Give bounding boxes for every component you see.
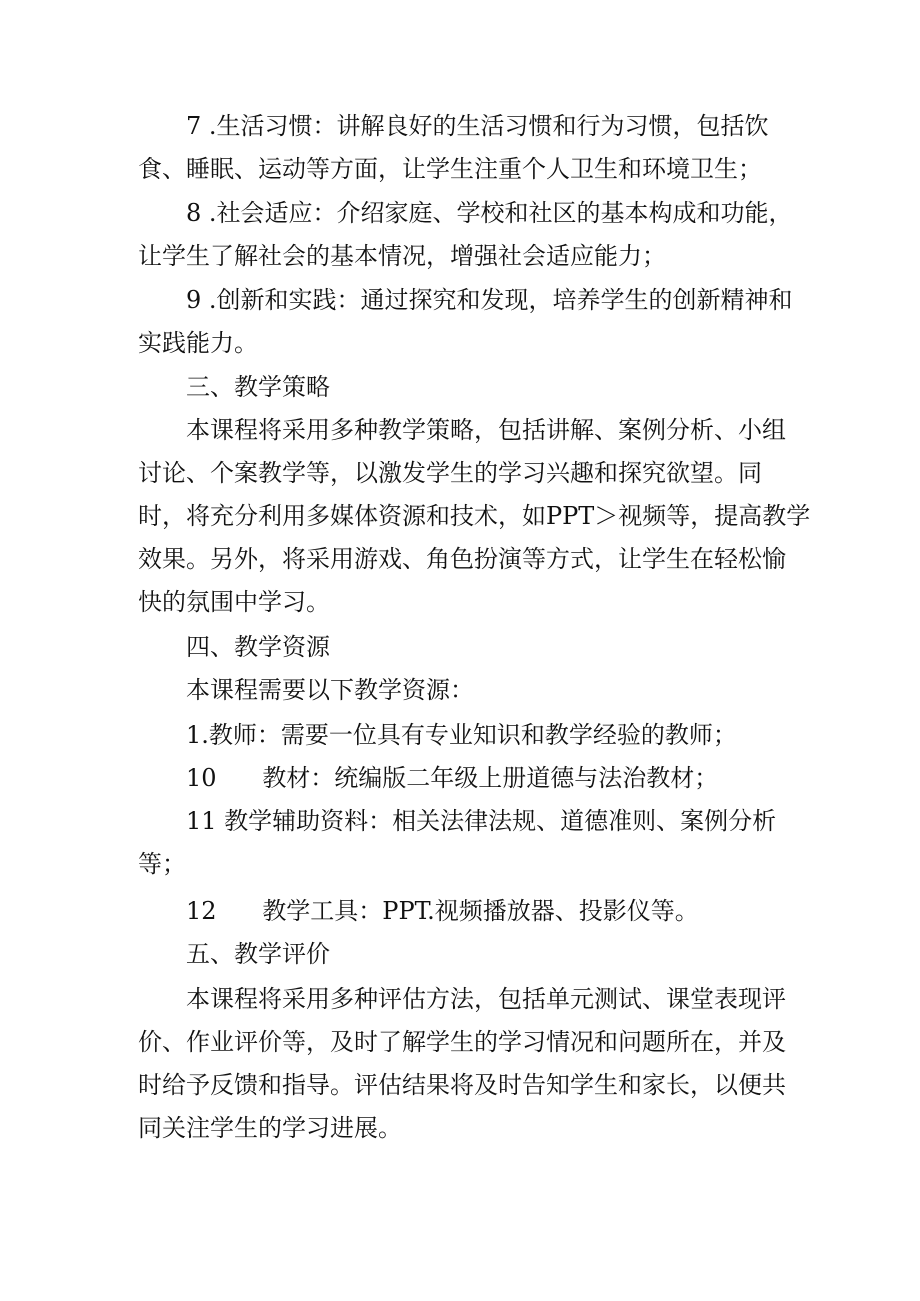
paragraph-line: 食、睡眠、运动等方面，让学生注重个人卫生和环境卫生； <box>138 155 762 183</box>
paragraph-line: 时，将充分利用多媒体资源和技术，如PPT＞视频等，提高教学 <box>138 502 811 530</box>
list-item: 10 教材：统编版二年级上册道德与法治教材； <box>186 764 719 792</box>
paragraph-line: 价、作业评价等，及时了解学生的学习情况和问题所在，并及 <box>138 1028 786 1056</box>
section-heading: 五、教学评价 <box>186 940 330 968</box>
paragraph-line: 让学生了解社会的基本情况，增强社会适应能力； <box>138 242 666 270</box>
list-item: 1.教师：需要一位具有专业知识和教学经验的教师； <box>186 721 737 749</box>
paragraph-line: 快的氛围中学习。 <box>138 588 330 616</box>
paragraph-line: 本课程将采用多种教学策略，包括讲解、案例分析、小组 <box>186 416 786 444</box>
section-heading: 三、教学策略 <box>186 373 330 401</box>
paragraph-line: 效果。另外，将采用游戏、角色扮演等方式，让学生在轻松愉 <box>138 545 786 573</box>
list-item: 12 教学工具：PPT.视频播放器、投影仪等。 <box>186 897 699 925</box>
paragraph-line: 讨论、个案教学等，以激发学生的学习兴趣和探究欲望。同 <box>138 459 762 487</box>
list-item-continuation: 等； <box>138 850 186 878</box>
paragraph-line: 同关注学生的学习进展。 <box>138 1114 402 1142</box>
list-item: 11 教学辅助资料：相关法律法规、道德准则、案例分析 <box>186 807 777 835</box>
section-heading: 四、教学资源 <box>186 633 330 661</box>
paragraph-line: 8 .社会适应：介绍家庭、学校和社区的基本构成和功能， <box>186 199 793 227</box>
paragraph-line: 本课程将采用多种评估方法，包括单元测试、课堂表现评 <box>186 985 786 1013</box>
paragraph-line: 本课程需要以下教学资源： <box>186 676 474 704</box>
paragraph-line: 实践能力。 <box>138 329 258 357</box>
paragraph-line: 时给予反馈和指导。评估结果将及时告知学生和家长，以便共 <box>138 1071 786 1099</box>
paragraph-line: 7 .生活习惯：讲解良好的生活习惯和行为习惯，包括饮 <box>186 112 769 140</box>
paragraph-line: 9 .创新和实践：通过探究和发现，培养学生的创新精神和 <box>186 286 793 314</box>
